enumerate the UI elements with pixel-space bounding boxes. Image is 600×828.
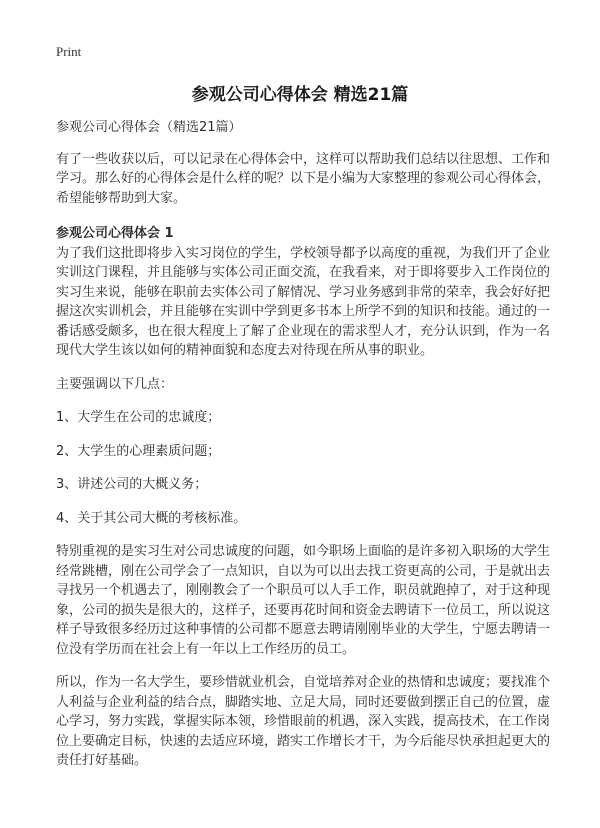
- section-heading: 参观公司心得体会 1: [56, 226, 174, 241]
- list-item: 1、大学生在公司的忠诚度；: [56, 410, 221, 425]
- points-intro: 主要强调以下几点：: [56, 376, 174, 392]
- list-item: 4、关于其公司大概的考核标准。: [56, 510, 247, 526]
- body-paragraph: 特别重视的是实习生对公司忠诚度的问题，如今职场上面临的是许多初入职场的大学生经常跳槽，刚在公司学会了一点知识，自以为可以出去找工资更高的公司，于是就出去寻找另一个机遇去了，刚刚教会了一个职员可以人手工作，职员就跑掉了，对于这种现象，公司的损失是很大的，这样子，还要再花时间和资金去聘请下一位员工，所以说这样子导致很多经历过这种事情的公司都不愿意去聘请刚刚毕业的大学生，宁愿去聘请一位没有学历而在社会上有一年以上工作经历的员工。: [56, 544, 551, 657]
- body-paragraph: 所以，作为一名大学生，要珍惜就业机会，自觉培养对企业的热情和忠诚度；要找准个人利益与企业利益的结合点，脚踏实地、立足大局，同时还要做到摆正自己的位置，虚心学习，努力实践，掌握实际本领，珍惜眼前的机遇，深入实践，提高技术，在工作岗位上要确定目标，快速的去适应环境，踏实工作增长才干，为今后能尽快承担起更大的责任打好基础。: [56, 675, 551, 768]
- intro-paragraph: 有了一些收获以后，可以记录在心得体会中，这样可以帮助我们总结以往思想、工作和学习。那么好的心得体会是什么样的呢？以下是小编为大家整理的参观公司心得体会，希望能够帮助到大家。: [56, 151, 551, 206]
- page-title: 参观公司心得体会 精选21篇: [191, 85, 409, 105]
- list-item: 2、大学生的心理素质问题；: [56, 443, 221, 459]
- article-body: [56, 118, 552, 785]
- list-item: 3、讲述公司的大概义务；: [56, 477, 208, 492]
- body-paragraph: 为了我们这批即将步入实习岗位的学生，学校领导都予以高度的重视，为我们开了企业实训这门课程，并且能够与实体公司正面交流，在我看来，对于即将要步入工作岗位的实习生来说，能够在职前去实体公司了解情况、学习业务感到非常的荣幸，我会好好把握这次实训机会，并且能够在实训中学到更多书本上所学不到的知识和技能。通过的一番话感受颇多，也在很大程度上了解了企业现在的需求型人才，充分认识到，作为一名现代大学生该以如何的精神面貌和态度去对待现在所从事的职业。: [56, 245, 551, 358]
- points-list: [56, 408, 552, 528]
- article-subtitle: 参观公司心得体会（精选21篇）: [56, 120, 242, 135]
- print-link[interactable]: Print: [56, 44, 82, 59]
